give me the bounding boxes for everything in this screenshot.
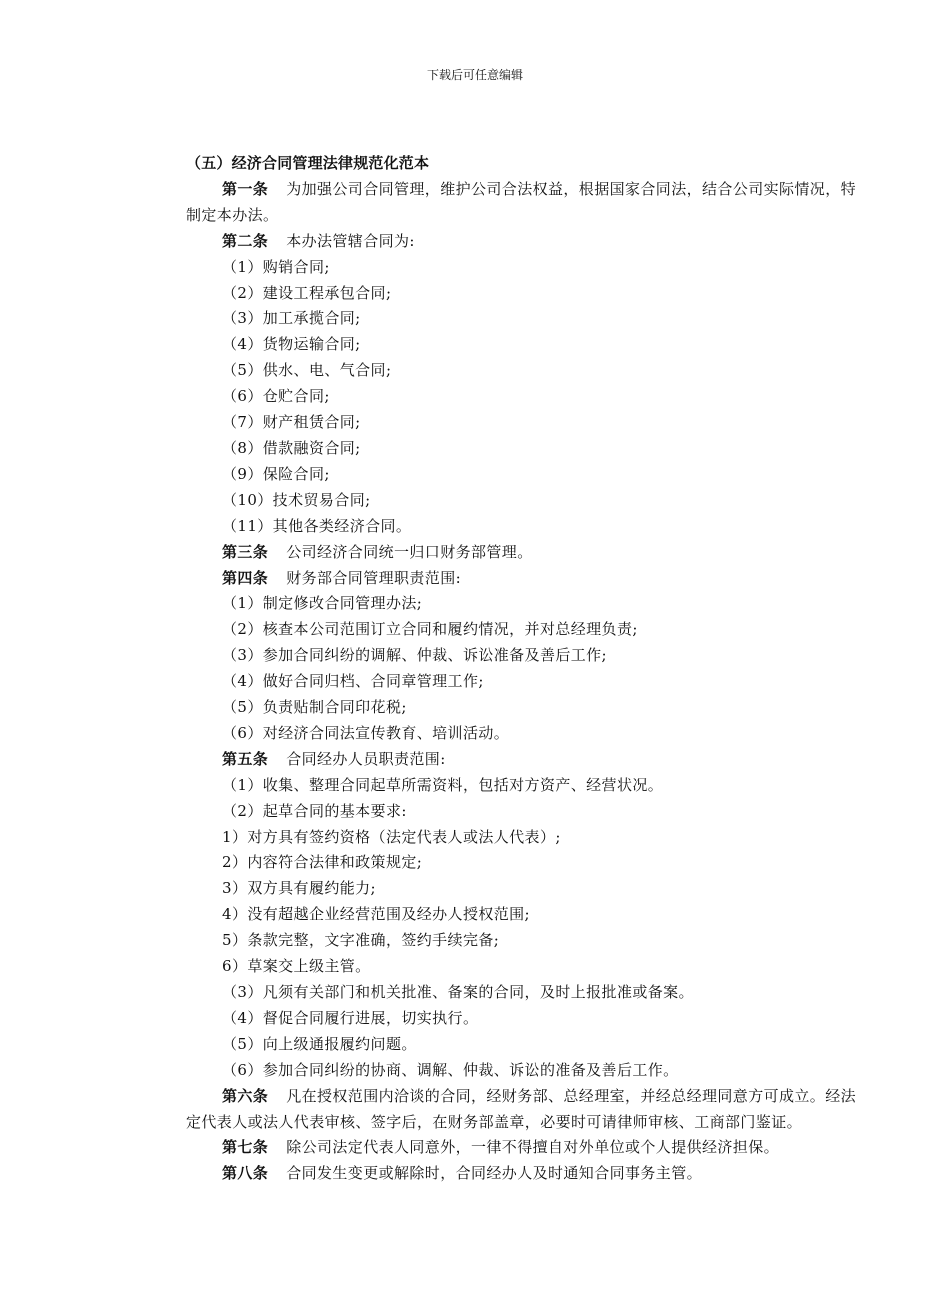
- list-item: （11）其他各类经济合同。: [222, 516, 412, 535]
- article-5: [186, 747, 856, 773]
- article-text: 为加强公司合同管理，维护公司合法权益，根据国家合同法，结合公司实际情况，特制定本办法。: [186, 179, 857, 224]
- sub-item: 4）没有超越企业经营范围及经办人授权范围;: [222, 905, 530, 924]
- list-item: （9）保险合同;: [222, 464, 330, 483]
- list-item: （4）做好合同归档、合同章管理工作;: [222, 672, 484, 691]
- list-item: （6）参加合同纠纷的协商、调解、仲裁、诉讼的准备及善后工作。: [222, 1060, 679, 1079]
- list-item: （10）技术贸易合同;: [222, 490, 371, 509]
- list-item: （3）参加合同纠纷的调解、仲裁、诉讼准备及善后工作;: [222, 646, 607, 665]
- article-label: 第二条: [222, 231, 269, 250]
- list-item: （1）购销合同;: [222, 257, 330, 276]
- article-text: 公司经济合同统一归口财务部管理。: [286, 542, 533, 561]
- article-8: [186, 1161, 856, 1187]
- list-item: （5）负责贴制合同印花税;: [222, 698, 407, 717]
- article-text: 财务部合同管理职责范围:: [286, 568, 462, 587]
- article-label: 第三条: [222, 542, 269, 561]
- document-body: [186, 151, 856, 1187]
- list-item: （5）供水、电、气合同;: [222, 361, 392, 380]
- list-item: （2）建设工程承包合同;: [222, 283, 392, 302]
- article-text: 合同发生变更或解除时，合同经办人及时通知合同事务主管。: [286, 1164, 703, 1183]
- article-4: [186, 566, 856, 592]
- article-7: [186, 1135, 856, 1161]
- article-text: 凡在授权范围内洽谈的合同，经财务部、总经理室，并经总经理同意方可成立。经法定代表人或法人代表审核、签字后，在财务部盖章，必要时可请律师审核、工商部门鉴证。: [186, 1086, 857, 1131]
- list-item: （3）加工承揽合同;: [222, 309, 361, 328]
- list-item: （1）制定修改合同管理办法;: [222, 594, 423, 613]
- sub-item: 5）条款完整，文字准确，签约手续完备;: [222, 931, 500, 950]
- article-label: 第四条: [222, 568, 269, 587]
- article-label: 第五条: [222, 749, 269, 768]
- article-3: [186, 540, 856, 566]
- page-header: 下载后可任意编辑: [426, 68, 523, 82]
- list-item: （2）起草合同的基本要求:: [222, 801, 407, 820]
- article-text: 合同经办人员职责范围:: [286, 749, 446, 768]
- article-label: 第六条: [222, 1086, 269, 1105]
- sub-item: 2）内容符合法律和政策规定;: [222, 853, 423, 872]
- document-title: （五）经济合同管理法律规范化范本: [186, 154, 430, 172]
- article-text: 除公司法定代表人同意外，一律不得擅自对外单位或个人提供经济担保。: [286, 1138, 780, 1157]
- article-label: 第七条: [222, 1138, 269, 1157]
- list-item: （6）对经济合同法宣传教育、培训活动。: [222, 723, 510, 742]
- article-2: [186, 229, 856, 255]
- list-item: （1）收集、整理合同起草所需资料，包括对方资产、经营状况。: [222, 775, 664, 794]
- article-6: [186, 1084, 856, 1136]
- list-item: （4）督促合同履行进展，切实执行。: [222, 1008, 479, 1027]
- article-1: [186, 177, 856, 229]
- article-label: 第一条: [222, 179, 269, 198]
- list-item: （7）财产租赁合同;: [222, 413, 361, 432]
- list-item: （6）仓贮合同;: [222, 387, 330, 406]
- list-item: （8）借款融资合同;: [222, 438, 361, 457]
- sub-item: 3）双方具有履约能力;: [222, 879, 376, 898]
- sub-item: 6）草案交上级主管。: [222, 957, 371, 976]
- article-text: 本办法管辖合同为:: [286, 231, 415, 250]
- list-item: （2）核查本公司范围订立合同和履约情况，并对总经理负责;: [222, 620, 638, 639]
- list-item: （4）货物运输合同;: [222, 335, 361, 354]
- article-label: 第八条: [222, 1164, 269, 1183]
- list-item: （5）向上级通报履约问题。: [222, 1034, 417, 1053]
- list-item: （3）凡须有关部门和机关批准、备案的合同，及时上报批准或备案。: [222, 983, 694, 1001]
- sub-item: 1）对方具有签约资格（法定代表人或法人代表）;: [222, 827, 561, 846]
